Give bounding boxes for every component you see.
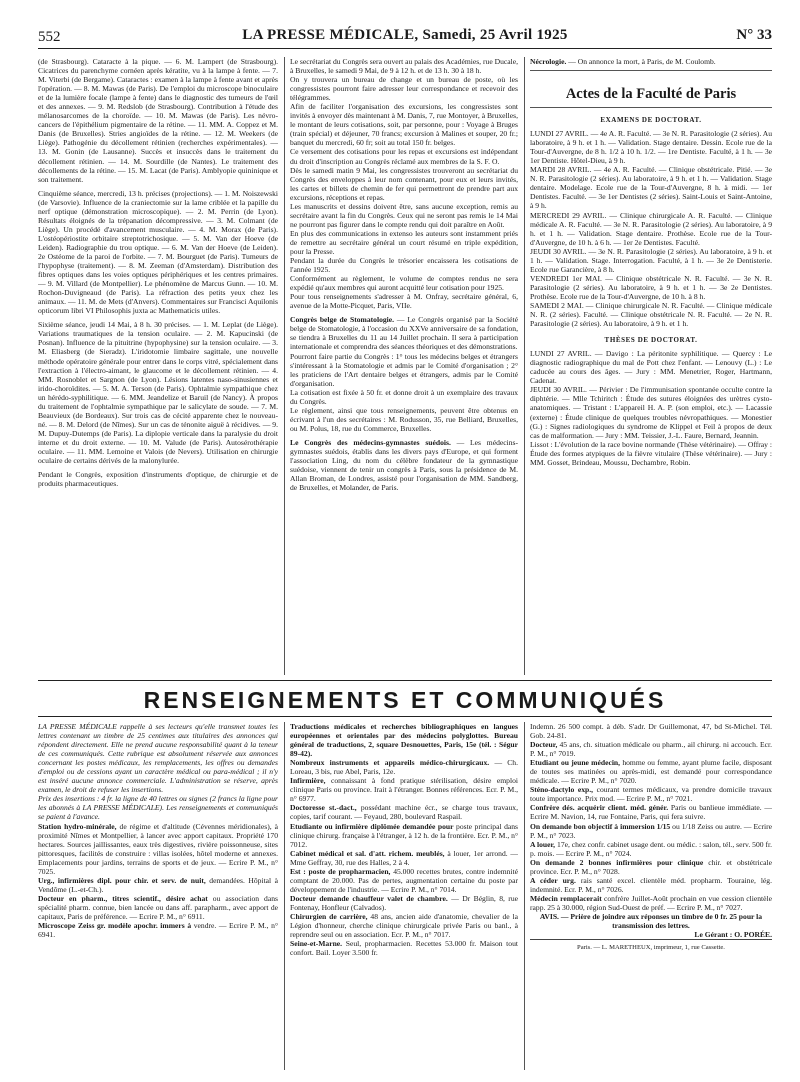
gymnasts-notice bbox=[290, 438, 518, 492]
classified-ad: A louer, 17e, chez confr. cabinet usage dent. ou médic. : salon, tél., serv. 500 fr. p. mois. — Ecrire P. M., n° 7024. bbox=[530, 839, 772, 858]
classified-ad: Etudiant ou jeune médecin, homme ou femme, ayant plume facile, disposant de toutes ses matinées ou après-midi, est demandé pour correspondance médicale. — Ecrire P. M., n° 7020. bbox=[530, 758, 772, 786]
exam-entry: JEUDI 30 AVRIL. — 3e N. R. Parasitologie (2 séries). Au laboratoire, à 9 h. et 1 h. — Validation. Stage. Interrogation. Faculté, à 1 h. — 3e 2e Dentisterie. Ecole rue Garancière, à 8 h. bbox=[530, 246, 772, 274]
paragraph: Pendant la durée du Congrès le trésorier encaissera les cotisations de l'année 1925. bbox=[290, 256, 518, 275]
classified-ad: Station hydro-minérale, de régime et d'altitude (Cévennes méridionales), à proximité Nîmes et Montpellier, à lancer avec apport capitaux. Propriété 170 hectares. Sources jaillissantes, eaux très digestives, rivière poissonneuse, sites pittoresques, facilités de construire : villas isolées, hôtel moderne et annexes. Emplacements pour jardins, terrains de sports et de jeux. — Ecrire P. M., n° 7025. bbox=[38, 821, 278, 876]
thesis-entry: JEUDI 30 AVRIL. — Périvier : De l'immunisation spontanée occulte contre la diphtérie. — Mlle Tchiritch : Étude des sutures éloignées des urètres cysto-anatomiques. — Tristant : L'appareil H. A. P. (son emploi, etc.). — Lacassie (externe) : Étude clinique de quelques troubles névropathiques. — Monestier (G.) : Signes radiologiques du syndrome de Klippel et Feil à propos de deux cas de malformation. — Jury : MM. Teissier, J.-L. Faure, Bernard, Jeannin. bbox=[530, 385, 772, 440]
column-congress-info bbox=[290, 57, 518, 675]
section-title: Nécrologie. bbox=[530, 57, 567, 66]
classified-ad: Confrère dés. acquérir client. méd. génér. Paris ou banlieue immédiate. — Ecrire M. Navion, 14, rue Fontaine, Paris, qui fera suivre. bbox=[530, 803, 772, 822]
classified-ad: Seine-et-Marne. Seul, propharmacien. Recettes 53.000 fr. Maison tout confort. Bail. Loyer 3.500 fr. bbox=[290, 939, 518, 958]
column-ads-3 bbox=[530, 722, 772, 1070]
column-divider bbox=[284, 722, 285, 1070]
column-ophthalmology-program bbox=[38, 57, 278, 675]
classified-ad: Docteur, 45 ans, ch. situation médicale ou pharm., ail chirurg. ni accouch. Ecr. P. M., n° 7019. bbox=[530, 740, 772, 759]
stomatology-notice bbox=[290, 315, 518, 351]
paragraph: Sixième séance, jeudi 14 Mai, à 8 h. 30 précises. — 1. M. Leplat (de Liège). Variations traumatiques de la tension oculaire. — 2. M. Kapucinski (de Posnan). Influence de la pituitrine (hypophysine) sur la tension oculaire. — 3. M. Eliasberg (de Sieradz). L'iridotomie limbaire sagittale, une nouvelle méthode opératoire générale pour entrer dans le corps vitré, spécialement dans l'extraction à l'électro-aimant, le glaucome et le décollement rétinien. — 4. MM. Rosnoblet et Sargnon (de Lyon). Lésions latentes naso-sinusiennes et irido-choroïdites. — 5. M. A. Terson (de Paris). Ophtalmie sympathique chez un hérédo-syphilitique. — 6. MM. Jeandelize et Baruil (de Nancy). À propos du traitement de l'ophtalmie sympathique par le salicylate de soude. — 7. M. Beauvieux (de Bordeaux). Sur trois cas de cécité apparente chez le nouveau-né. — 8. M. Delord (de Nîmes). Sur un cas de ténonite aiguë à récidives. — 9. M. Dupuy-Dutemps (de Paris). La diplopie verticale dans la paralysie du droit interne et du droit externe. — 10. M. Valude (de Paris). Autosérothérapie oculaire. — 11. MM. Lemoine et Valois (de Nevers). Utilisation en chirurgie oculaire de certains dérivés de la malonylurée. bbox=[38, 320, 278, 466]
paragraph: Afin de faciliter l'organisation des excursions, les congressistes sont invités à envoyer dès maintenant à M. Danis, 7, rue Montoyer, à Bruxelles, le montant de leurs cotisations, soit, par personne, pour : Voyage à Bruges (train spécial) et déjeuner, 70 francs; excursion à Malines et souper, 20 fr.; banquet du mercredi, 60 fr; soit au total 150 fr. belges. bbox=[290, 102, 518, 148]
avis-notice: AVIS. — Prière de joindre aux réponses un timbre de 0 fr. 25 pour la transmission des lettres. bbox=[539, 911, 763, 931]
thesis-entry: LUNDI 27 AVRIL. — Davigo : La péritonite syphilitique. — Quercy : Le diagnostic radiographique du mal de Pott chez l'enfant. — Lenouvy (L.) : Le caducée au cours des âges. — Jury : MM. Menetrier, Roger, Hartmann, Cadenat. bbox=[530, 349, 772, 386]
classified-ad: Microscope Zeiss gr. modèle apochr. immers à vendre. — Ecrire P. M., n° 6941. bbox=[38, 921, 278, 940]
exam-entry: MERCREDI 29 AVRIL. — Clinique chirurgicale A. R. Faculté. — Clinique médicale A. R. Faculté. — 3e N. R. Parasitologie (2 séries). Au laboratoire, à 9 h. et 1 h. — Validation. Stage dentaire. Prothèse. Ecole rue de la Tour-d'Auvergne, de 10 h. à 6 h. — 1er 2e Dentistes. Faculté. bbox=[530, 210, 772, 247]
ads-price: Prix des insertions : 4 fr. la ligne de 40 lettres ou signes (2 francs la ligne pour les abonnés à LA PRESSE MÉDICALE). Les renseignements et communiqués se paient à l'avance. bbox=[38, 794, 278, 822]
exam-entry: LUNDI 27 AVRIL. — 4e A. R. Faculté. — 3e N. R. Parasitologie (2 séries). Au laboratoire, à 9 h. et 1 h. — Validation. Stage dentaire. Dessin. Ecole rue de la Tour-d'Auvergne, de 8 h. 1/2 à 10 h. 1/2. — 1re Dentiste. Faculté, à 1 h. — 3e 1er Dentiste. Hôtel-Dieu, à 9 h. bbox=[530, 129, 772, 166]
classified-ad: On demande 2 bonnes infirmières pour clinique chir. et obstétricale province. Ecr. P. M., n° 7028. bbox=[530, 857, 772, 876]
section-title: Congrès belge de Stomatologie. bbox=[290, 315, 395, 325]
classified-ad: Médecin remplacerait confrère Juillet-Août prochain en vue cession clientèle rapp. 25 à 30.000, région Sud-Ouest de préf. — Ecrire P. M., n° 7027. bbox=[530, 893, 772, 912]
exam-entry: SAMEDI 2 MAI. — Clinique chirurgicale N. R. Faculté. — Clinique médicale N. R. (2 séries). Faculté. — Clinique obstétricale N. R. Faculté. — 2e N. R. Parasitologie (2 séries). Au laboratoire, à 9 h. et 1 h. bbox=[530, 300, 772, 329]
paragraph: Conformément au règlement, le volume de comptes rendus ne sera expédié qu'aux membres qui auront acquitté leur cotisation pour 1925. bbox=[290, 274, 518, 293]
classified-ad: Nombreux instruments et appareils médico-chirurgicaux. — Ch. Loreau, 3 bis, rue Abel, Paris, 12e. bbox=[290, 758, 518, 777]
exam-entry: MARDI 28 AVRIL. — 4e A. R. Faculté. — Clinique obstétricale. Pitié. — 3e N. R. Parasitologie (2 séries). Au laboratoire, à 9 h. et 1 h. — Validation. Stage dentaire. Modelage. Ecole rue de la Tour-d'Auvergne, 8 h. à midi. — 1er Dentistes. Faculté. — 3e 1er Dentistes (2 séries). Saint-Louis et Saint-Antoine, à 9 h. bbox=[530, 165, 772, 211]
classified-ad: Infirmière, connaissant à fond pratique stérilisation, désire emploi clinique Paris ou province. Irait à l'étranger. Bonnes références. Ecr. P. M., n° 6977. bbox=[290, 776, 518, 804]
classified-ad: Indemn. 26 500 compt. à déb. S'adr. Dr Guillemonat, 47, bd St-Michel. Tél. Gob. 24-81. bbox=[530, 722, 772, 741]
gerant-signature: Le Gérant : O. PORÉE. bbox=[694, 930, 772, 940]
column-ads-1 bbox=[38, 722, 278, 1070]
theses-heading: THÈSES DE DOCTORAT. bbox=[604, 336, 698, 345]
classified-ad: Sténo-dactylo exp., courant termes médicaux, va prendre domicile travaux toute importance. Prix mod. — Ecrire P. M., n° 7021. bbox=[530, 785, 772, 804]
classified-ad: Traductions médicales et recherches bibliographiques en langues européennes et orientales par des médecins polyglottes. Bureau général de traductions, 2, square Desnouettes, Paris, 15e (tél. : Ségur 89-42). bbox=[290, 722, 518, 759]
necrology-notice: Nécrologie. — On annonce la mort, à Paris, de M. Coulomb. bbox=[530, 57, 716, 66]
column-divider bbox=[284, 57, 285, 675]
divider bbox=[530, 107, 772, 108]
printer-imprint: Paris. — L. MARETHEUX, imprimeur, 1, rue Cassette. bbox=[530, 939, 772, 952]
thesis-entry: Lissot : L'évolution de la race bovine normande (Thèse vétérinaire). — Offray : Étude des formes atypiques de la fièvre vitulaire (Thèse vétérinaire). — Jury : MM. Gosset, Brindeau, Moussu, Dechambre, Robin. bbox=[530, 439, 772, 467]
divider bbox=[530, 70, 772, 71]
paragraph: Pour tous renseignements s'adresser à M. Onfray, secrétaire général, 6, avenue de la Motte-Picquet, Paris, VIIe. bbox=[290, 292, 518, 311]
page-header bbox=[38, 26, 772, 49]
paragraph: Les manuscrits et dessins doivent être, sans aucune exception, remis au secrétaire avant la fin du Congrès. Ceux qui ne seront pas remis le 14 Mai ne pourront pas figurer dans le compte rendu qui doit paraître en Août. bbox=[290, 201, 518, 229]
section-divider bbox=[38, 680, 772, 681]
section-title: Le Congrès des médecins-gymnastes suédois. bbox=[290, 437, 451, 447]
faculty-title: Actes de la Faculté de Paris bbox=[565, 86, 737, 103]
journal-title: LA PRESSE MÉDICALE, Samedi, 25 Avril 1925 bbox=[242, 27, 568, 43]
exam-entry: VENDREDI 1er MAI. — Clinique obstétricale N. R. Faculté. — 3e N. R. Parasitologie (2 séries). Au laboratoire, à 9 h. et 1 h. — 3e 2e Dentistes. Prothèse. Ecole rue de la Tour-d'Auvergne, de 10 h. à 8 h. bbox=[530, 273, 772, 301]
classified-ad: Docteur en pharm., titres scientif., désire achat ou association dans spécialité pharm. connue, bien lancée ou dans aff. parapharm., avec apport de capitaux, Paris de préférence. — Ecrire P. M., n° 6911. bbox=[38, 893, 278, 921]
paragraph: Cinquième séance, mercredi, 13 h. précises (projections). — 1. M. Noiszewski (de Varsovie). Influence de la craniectomie sur la lame criblée et la papille du nerf optique (démonstration microscopique). — 2. M. Perrin (de Lyon). Résultats éloignés de la trépanation décompressive. — 3. M. Colmant (de Liège). Un procédé d'avancement musculaire. — 4. M. Morax (de Paris). L'ostéopériostite orbitaire streptotrichosique. — 5. M. Van der Hoeve (de Leiden). Radiographie du trou optique. — 6. M. Van der Hoeve (de Leiden). 2e Ostéome de la paroi de l'orbite. — 7. M. Bourguet (de Paris). Tumeurs de l'hypophyse (traitement). — 8. M. Zeeman (d'Amsterdam). Distribution des fibres optiques dans les voies optiques périphériques et les centres primaires. — 9. M. Villard (de Montpellier). Le phénomène de Marcus Gunn. — 10. M. Rochon-Duvigneaud (de Paris). La réfraction des petits yeux chez les animaux. — 11. M. de Mets (d'Anvers). Commentaires sur Francisci Aquilonis opticorum libri VI Philosophis juxta ac Mathematicis utiles. bbox=[38, 188, 278, 316]
paragraph: Le règlement, ainsi que tous renseignements, peuvent être obtenus en écrivant à l'un des secrétaires : M. Rodusson, 35, rue Belliard, Bruxelles, ou M. Polus, 18, rue du Commerce, Bruxelles. bbox=[290, 405, 518, 433]
classified-ad: Doctoresse st.-dact., possédant machine écr., se charge tous travaux, copies, tarif courant. — Feyaud, 280, boulevard Raspail. bbox=[290, 803, 518, 822]
paragraph: (de Strasbourg). Cataracte à la pique. — 6. M. Lampert (de Strasbourg). Cicatrices du parenchyme cornéen après kératite, vu à la lampe à fente. — 7. M. Viterbi (de Bergame). Cataractes : examen à la lampe à fente avant et après l'opération. — 8. M. Mawas (de Paris). De l'emploi du microscope binoculaire et de la lumière focale (lampe à fente) dans le diagnostic des tumeurs de l'œil et des annexes. — 9. M. Redslob (de Strasbourg). Contribution à l'étude des mélanosarcomes de la choroïde. — 10. M. Mawas (de Paris). Les névro-cancers de l'épithélium pigmentaire de la rétine. — 11. MM. A. Coppez et M. Danis (de Bruxelles). Stries angioïdes de la rétine. — 12. M. Weekers (de Liège). Pathogénie du décollement rétinien (recherches expérimentales). — 13. M. Gonin (de Lausanne). Succès et insuccès dans le traitement du décollement rétinien. — 14. M. Sourdille (de Nantes). Le traitement des décollements de la rétine. — 15. M. Lacat (de Paris). Amblyopie quininique et son traitement. bbox=[38, 57, 278, 184]
classified-ad: Est : poste de propharmacien, 45.000 recettes brutes, contre indemnité comptant de 20.000. Pas de pertes, augmentation certaine du poste par développement de l'industrie. — Ecrire P. M., n° 7014. bbox=[290, 866, 518, 894]
classified-ad: On demande bon objectif à immersion 1/15 ou 1/18 Zeiss ou autre. — Ecrire P. M., n° 7023. bbox=[530, 821, 772, 840]
paragraph: On y trouvera un bureau de change et un bureau de poste, où les congressistes pourront faire adresser leur correspondance et recevoir des télégrammes. bbox=[290, 75, 518, 103]
paragraph: Pourront faire partie du Congrès : 1° tous les médecins belges et étrangers s'intéressant à la Stomatologie et admis par le Comité d'organisation ; 2° les praticiens de l'Art dentaire belges et étrangers, admis par le Comité d'organisation. bbox=[290, 351, 518, 388]
section-divider bbox=[38, 716, 772, 717]
column-divider bbox=[524, 57, 525, 675]
column-divider bbox=[524, 722, 525, 1070]
classified-ad: Cabinet médical et sal. d'att. richem. meublés, à louer, 1er arrond. — Mme Geffray, 30, rue des Halles, 2 à 4. bbox=[290, 848, 518, 867]
paragraph: Dès le samedi matin 9 Mai, les congressistes trouveront au secrétariat du Congrès des enveloppes à leur nom contenant, pour eux et leurs invités, les cartes et billets de chemin de fer qui permettront de prendre part aux excursions, réceptions et repas. bbox=[290, 165, 518, 202]
classified-ad: Docteur demande chauffeur valet de chambre. — Dr Béglin, 8, rue Fontenay, Honfleur (Calvados). bbox=[290, 893, 518, 912]
paragraph: — Le Congrès organisé par la Société belge de Stomatologie, à l'occasion du XXVe anniversaire de sa fondation, se tiendra à Bruxelles du 11 au 14 Juillet prochain. Il sera à participation internationale et comprendra des séances théoriques et des démonstrations. bbox=[290, 315, 518, 352]
column-faculty-acts bbox=[530, 57, 772, 675]
issue-number: N° 33 bbox=[736, 27, 772, 43]
classified-ad: A céder urg. rais santé excel. clientèle méd. propharm. Touraine, lég. indemnité. Ecr. P. M., n° 7026. bbox=[530, 875, 772, 894]
examens-heading: EXAMENS DE DOCTORAT. bbox=[600, 116, 702, 125]
section-banner: RENSEIGNEMENTS ET COMMUNIQUÉS bbox=[143, 687, 667, 713]
paragraph: Le secrétariat du Congrès sera ouvert au palais des Académies, rue Ducale, à Bruxelles, le samedi 9 Mai, de 9 à 12 h. et de 13 h. 30 à 18 h. bbox=[290, 57, 518, 76]
classified-ad: Etudiante ou infirmière diplômée demandée pour poste principal dans clinique chirurg. française à l'étranger, à 12 h. de la frontière. Ecr. P. M., n° 7012. bbox=[290, 821, 518, 849]
column-ads-2 bbox=[290, 722, 518, 1070]
classified-ad: Urg., infirmières dipl. pour chir. et serv. de nuit, demandées. Hôpital à Vendôme (L.-et-Ch.). bbox=[38, 875, 278, 894]
paragraph: Ce versement des cotisations pour les repas et excursions est indépendant du droit d'inscription au Congrès réclamé aux membres de la S. F. O. bbox=[290, 147, 518, 166]
classified-ad: Chirurgien de carrière, 48 ans, ancien aide d'anatomie, chevalier de la Légion d'honneur, cherche clinique chirurgicale privée Paris ou banl., à reprendre seul ou en association. Ecr. P. M., n° 7017. bbox=[290, 911, 518, 940]
paragraph: En plus des communications in extenso les auteurs sont instamment priés de remettre au secrétaire général un court résumé en triple expédition, pour la Presse. bbox=[290, 228, 518, 256]
page-number: 552 bbox=[38, 29, 61, 45]
paragraph: — Les médecins-gymnastes suédois, établis dans les divers pays d'Europe, et qui forment l'association Ling, du nom du célèbre fondateur de la gymnastique suédoise, viennent de tenir un congrès à Paris, sous la présidence de M. Allan Broman, de Londres, assisté pour l'organisation de MM. Sandberg, de Bruxelles, et Molander, de Paris. bbox=[290, 437, 518, 493]
paragraph: La cotisation est fixée à 50 fr. et donne droit à un exemplaire des travaux du Congrès. bbox=[290, 387, 518, 406]
paragraph: Pendant le Congrès, exposition d'instruments d'optique, de chirurgie et de produits pharmaceutiques. bbox=[38, 470, 278, 489]
ads-intro: LA PRESSE MÉDICALE rappelle à ses lecteurs qu'elle transmet toutes les lettres contenant un timbre de 25 centimes aux titulaires des annonces qui répondent directement. Elle ne prend aucune responsabilité quant à la teneur de ces communiqués. Cette rubrique est absolument réservée aux annonces concernant les postes médicaux, les remplacements, les offres ou demandes d'emploi ou de cessions ayant un caractère médical ou para-médical ; il n'y est inséré aucune annonce commerciale. L'administration se réserve, après examen, le droit de refuser les insertions. bbox=[38, 722, 278, 795]
